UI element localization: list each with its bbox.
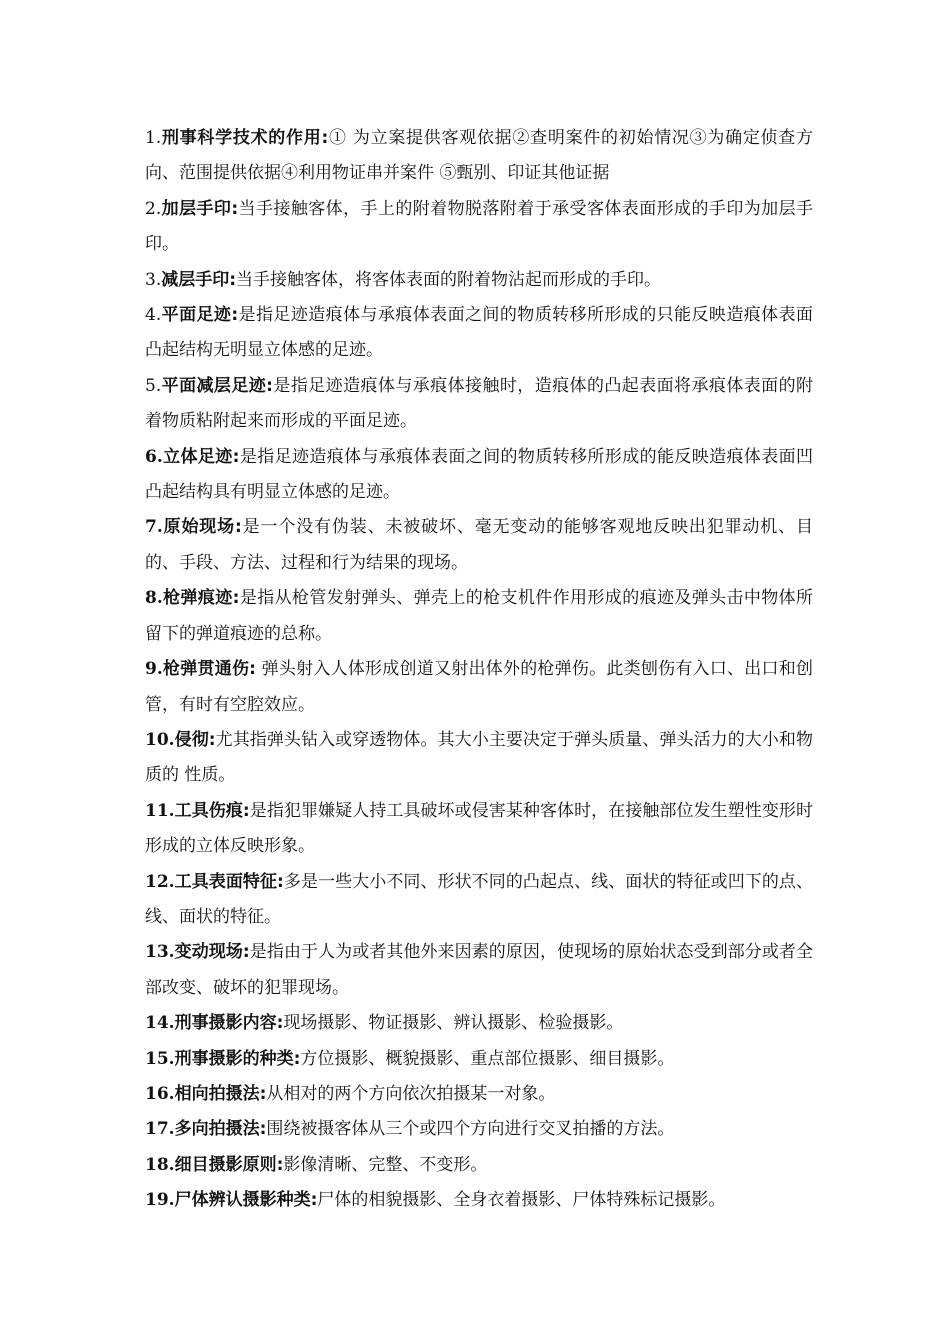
entry-14 (145, 1006, 813, 1041)
entry-term: 减层手印: (161, 269, 237, 290)
entry-number: 18. (145, 1154, 175, 1175)
entry-number: 16. (145, 1083, 175, 1104)
entry-number: 11. (145, 800, 175, 821)
entry-term: 刑事摄影的种类: (174, 1048, 301, 1069)
entry-definition: 是指足迹造痕体与承痕体接触时，造痕体的凸起表面将承痕体表面的附着物质粘附起来而形成的平面足迹。 (145, 375, 813, 432)
entry-9 (145, 652, 813, 723)
entry-definition: 是指足迹造痕体与承痕体表面之间的物质转移所形成的只能反映造痕体表面凸起结构无明显立体感的足迹。 (145, 305, 813, 361)
entry-15 (145, 1042, 813, 1077)
entry-term: 工具表面特征: (174, 871, 284, 892)
entry-number: 9. (145, 659, 163, 680)
entry-2 (145, 192, 813, 263)
entry-definition: 尸体的相貌摄影、全身衣着摄影、尸体特殊标记摄影。 (317, 1190, 726, 1211)
entry-11 (145, 794, 813, 865)
entry-term: 枪弹贯通伤: (162, 659, 256, 680)
entry-definition: 围绕被摄客体从三个或四个方向进行交叉拍播的方法。 (266, 1119, 675, 1140)
entry-8 (145, 581, 813, 652)
entry-1 (145, 121, 813, 192)
entry-term: 原始现场: (162, 517, 242, 538)
entry-number: 5. (145, 375, 162, 396)
entry-6 (145, 440, 813, 511)
entry-number: 1. (145, 128, 162, 148)
entry-term: 加层手印: (161, 198, 239, 219)
entry-3 (145, 263, 813, 298)
entry-term: 立体足迹: (162, 446, 240, 467)
entry-definition: 弹头射入人体形成创道又射出体外的枪弹伤。此类刨伤有入口、出口和创管，有时有空腔效应。 (145, 659, 813, 715)
entry-18 (145, 1148, 813, 1183)
entry-number: 3. (145, 269, 162, 290)
entry-term: 细目摄影原则: (174, 1154, 284, 1175)
entry-19 (145, 1183, 813, 1218)
entry-definition: 影像清晰、完整、不变形。 (283, 1154, 488, 1175)
entry-13 (145, 935, 813, 1006)
entry-definition: 当手接触客体，手上的附着物脱落附着于承受客体表面形成的手印为加层手印。 (145, 198, 813, 255)
document-body (145, 121, 813, 1219)
entry-number: 13. (145, 942, 175, 963)
entry-term: 刑事摄影内容: (174, 1013, 284, 1034)
entry-term: 尸体辨认摄影种类: (174, 1190, 318, 1211)
entry-number: 2. (145, 198, 162, 219)
entry-term: 平面足迹: (161, 305, 239, 326)
entry-term: 平面减层足迹: (161, 375, 273, 396)
entry-definition: ① 为立案提供客观依据②查明案件的初始情况③为确定侦查方向、范围提供依据④利用物证串并案件 ⑤甄别、印证其他证据 (145, 128, 813, 184)
entry-number: 7. (145, 517, 163, 538)
entry-term: 相向拍摄法: (174, 1083, 267, 1104)
entry-number: 8. (145, 588, 163, 609)
entry-number: 19. (145, 1190, 175, 1211)
entry-number: 10. (145, 729, 175, 750)
entry-number: 12. (145, 871, 175, 892)
entry-definition: 尤其指弹头钻入或穿透物体。其大小主要决定于弹头质量、弹头活力的大小和物质的 性质。 (145, 729, 813, 786)
entry-10 (145, 723, 813, 794)
entry-definition: 是指犯罪嫌疑人持工具破坏或侵害某种客体时，在接触部位发生塑性变形时形成的立体反映形象。 (145, 800, 813, 857)
entry-definition: 方位摄影、概貌摄影、重点部位摄影、细目摄影。 (300, 1048, 675, 1069)
entry-term: 刑事科学技术的作用: (161, 128, 329, 148)
entry-term: 多向拍摄法: (174, 1119, 267, 1140)
entry-term: 侵彻: (174, 729, 216, 750)
entry-term: 变动现场: (174, 942, 250, 963)
entry-number: 17. (145, 1119, 175, 1140)
entry-definition: 是指从枪管发射弹头、弹壳上的枪支机件作用形成的痕迹及弹头击中物体所留下的弹道痕迹的总称。 (145, 588, 813, 644)
entry-number: 15. (145, 1048, 175, 1069)
entry-definition: 是指由于人为或者其他外来因素的原因，使现场的原始状态受到部分或者全部改变、破坏的犯罪现场。 (145, 942, 813, 998)
entry-definition: 是一个没有伪装、未被破坏、毫无变动的能够客观地反映出犯罪动机、目的、手段、方法、过程和行为结果的现场。 (145, 517, 813, 573)
entry-17 (145, 1112, 813, 1147)
entry-definition: 多是一些大小不同、形状不同的凸起点、线、面状的特征或凹下的点、线、面状的特征。 (145, 871, 813, 927)
entry-number: 14. (145, 1013, 175, 1034)
entry-term: 工具伤痕: (174, 800, 250, 821)
entry-number: 4. (145, 305, 162, 326)
entry-definition: 是指足迹造痕体与承痕体表面之间的物质转移所形成的能反映造痕体表面凹凸起结构具有明显立体感的足迹。 (145, 446, 813, 503)
entry-4 (145, 298, 813, 369)
entry-number: 6. (145, 446, 163, 467)
entry-definition: 当手接触客体，将客体表面的附着物沾起而形成的手印。 (236, 269, 662, 290)
entry-definition: 从相对的两个方向依次拍摄某一对象。 (266, 1083, 556, 1104)
entry-7 (145, 510, 813, 581)
entry-16 (145, 1077, 813, 1112)
entry-term: 枪弹痕迹: (162, 588, 240, 609)
entry-12 (145, 865, 813, 936)
entry-definition: 现场摄影、物证摄影、辨认摄影、检验摄影。 (283, 1013, 624, 1034)
entry-5 (145, 369, 813, 440)
